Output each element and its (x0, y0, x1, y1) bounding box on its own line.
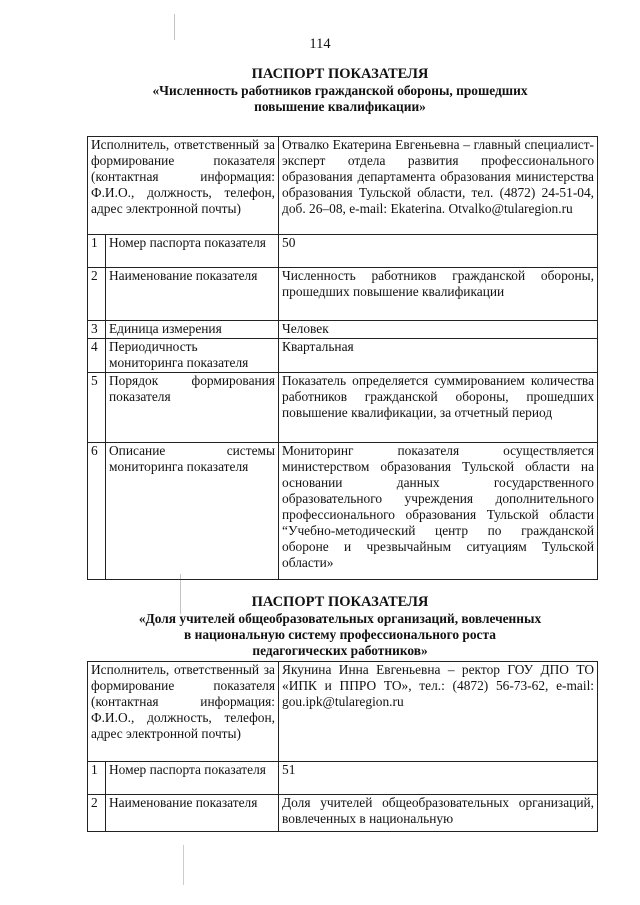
row-label: Периодичность мониторинга показателя (106, 339, 279, 373)
table-row (88, 339, 598, 373)
row-label: Порядок формирования показателя (106, 373, 279, 443)
passport1-title: ПАСПОРТ ПОКАЗАТЕЛЯ (251, 66, 429, 82)
passport1-subtitle-line2: повышение квалификации» (254, 99, 426, 114)
row-number: 6 (88, 443, 106, 580)
row-label: Номер паспорта показателя (106, 235, 279, 268)
row-value: Мониторинг показателя осуществляется министерством образования Тульской области на основании данных государственного образовательного учреждения дополнительного профессионального образования Тульской области “Учебно-методический центр по гражданской обороне и чрезвычайным ситуациям Тульской области» (279, 443, 598, 580)
row-value: Численность работников гражданской обороны, прошедших повышение квалификации (279, 268, 598, 321)
table-row (88, 443, 598, 580)
passport1-table (87, 136, 598, 580)
row-number: 5 (88, 373, 106, 443)
row-value: Человек (279, 321, 598, 339)
table-row (88, 373, 598, 443)
scan-mark (183, 845, 184, 885)
passport2-subtitle-line3: педагогических работников» (252, 643, 428, 658)
passport2-table (87, 661, 598, 832)
row-label: Номер паспорта показателя (106, 762, 279, 795)
executor-label: Исполнитель, ответственный за формирование показателя (контактная информация: Ф.И.О., должность, телефон, адрес электронной почты) (88, 662, 279, 762)
passport2-heading (40, 594, 640, 659)
passport1-subtitle-line1: «Численность работников гражданской обороны, прошедших (152, 83, 528, 98)
table-row (88, 795, 598, 832)
passport2-title: ПАСПОРТ ПОКАЗАТЕЛЯ (251, 594, 429, 610)
row-label: Наименование показателя (106, 795, 279, 832)
table-row (88, 321, 598, 339)
row-label: Единица измерения (106, 321, 279, 339)
row-label: Описание системы мониторинга показателя (106, 443, 279, 580)
row-value: Квартальная (279, 339, 598, 373)
page-number: 114 (309, 36, 331, 52)
row-number: 3 (88, 321, 106, 339)
table-row (88, 137, 598, 235)
row-value: 51 (279, 762, 598, 795)
row-number: 2 (88, 268, 106, 321)
scan-mark (174, 14, 175, 40)
passport2-subtitle-line2: в национальную систему профессионального роста (184, 627, 496, 642)
table-row (88, 662, 598, 762)
row-label: Наименование показателя (106, 268, 279, 321)
executor-value: Отвалко Екатерина Евгеньевна – главный специалист-эксперт отдела развития профессионального образования департамента образования министерства образования Тульской области, тел. (4872) 24-51-04, доб. 26–08, e-mail: Ekaterina. Otvalko@tularegion.ru (279, 137, 598, 235)
passport2-subtitle-line1: «Доля учителей общеобразовательных организаций, вовлеченных (138, 611, 542, 626)
passport1-heading (40, 66, 640, 115)
table-row (88, 235, 598, 268)
table-row (88, 268, 598, 321)
row-number: 1 (88, 235, 106, 268)
executor-value: Якунина Инна Евгеньевна – ректор ГОУ ДПО ТО «ИПК и ППРО ТО», тел.: (4872) 56-73-62, e-mail: gou.ipk@tularegion.ru (279, 662, 598, 762)
row-value: 50 (279, 235, 598, 268)
row-number: 1 (88, 762, 106, 795)
row-number: 2 (88, 795, 106, 832)
executor-label: Исполнитель, ответственный за формирование показателя (контактная информация: Ф.И.О., должность, телефон, адрес электронной почты) (88, 137, 279, 235)
row-number: 4 (88, 339, 106, 373)
row-value: Показатель определяется суммированием количества работников гражданской обороны, прошедших повышение квалификации, за отчетный период (279, 373, 598, 443)
table-row (88, 762, 598, 795)
scan-mark (180, 574, 181, 614)
row-value: Доля учителей общеобразовательных организаций, вовлеченных в национальную (279, 795, 598, 832)
